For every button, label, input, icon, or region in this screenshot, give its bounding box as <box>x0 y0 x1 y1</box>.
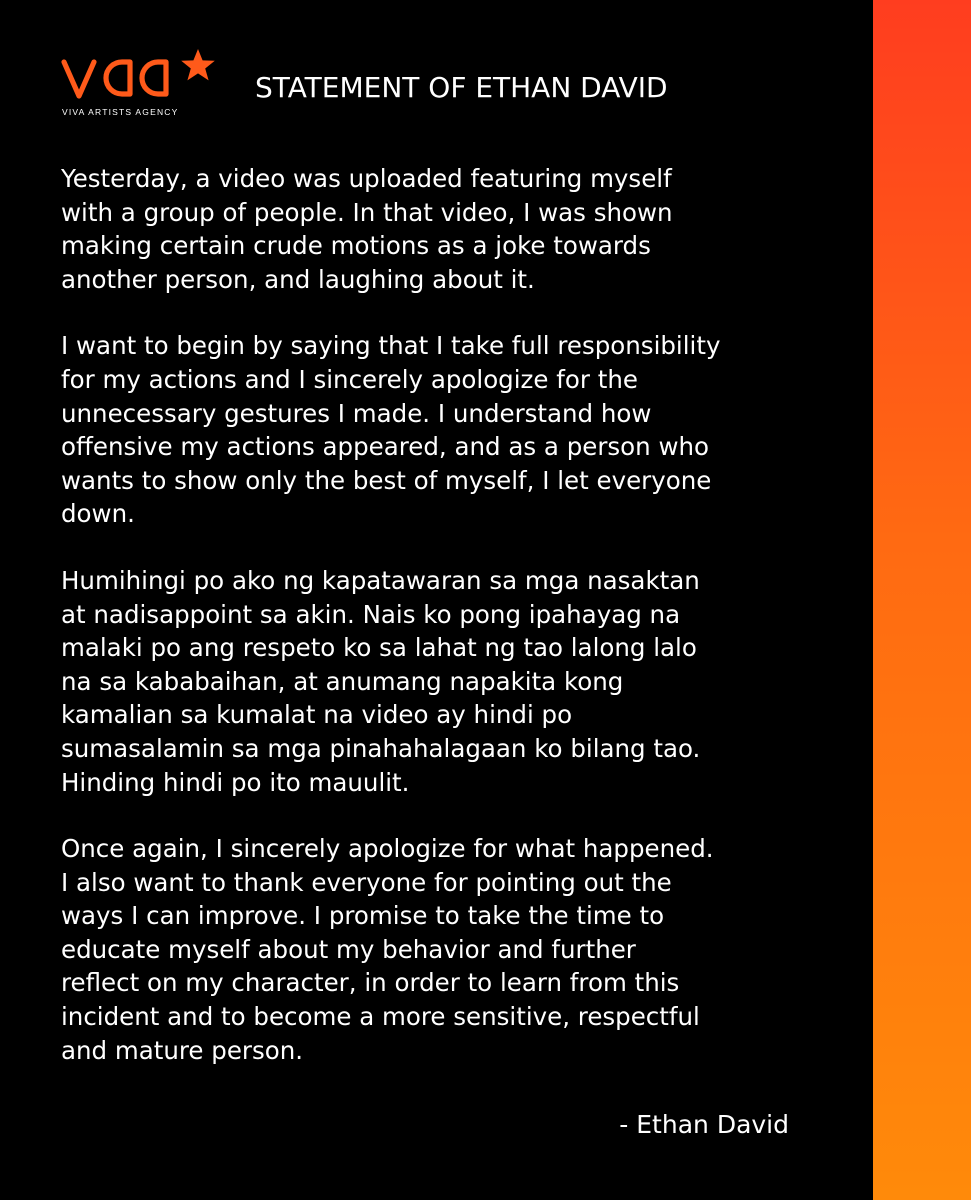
page-title: STATEMENT OF ETHAN DAVID <box>255 71 668 104</box>
statement-paragraph-2: I want to begin by saying that I take full responsibility for my actions and I sincerely apologize for the unnecessary gestures I made. I understand how offensive my actions appeared, and as a person who wants to show only the best of myself, I let everyone down. <box>61 331 721 529</box>
statement-body <box>61 162 851 1100</box>
header <box>60 48 840 120</box>
vaa-star-logo-icon <box>60 48 225 100</box>
logo-tagline: VIVA ARTISTS AGENCY <box>62 107 179 117</box>
statement-paragraph-4: Once again, I sincerely apologize for what happened. I also want to thank everyone for pointing out the ways I can improve. I promise to take the time to educate myself about my behavior and further reflect on my character, in order to learn from this incident and to become a more sensitive, respectful and mature person. <box>61 834 714 1065</box>
statement-paragraph-1: Yesterday, a video was uploaded featuring myself with a group of people. In that video, I was shown making certain crude motions as a joke towards another person, and laughing about it. <box>61 164 673 294</box>
agency-logo <box>60 48 225 120</box>
statement-paragraph-3: Humihingi po ako ng kapatawaran sa mga nasaktan at nadisappoint sa akin. Nais ko pong ipahayag na malaki po ang respeto ko sa lahat ng tao lalong lalo na sa kababaihan, at anumang napakita kong kamalian sa kumalat na video ay hindi po sumasalamin sa mga pinahahalagaan ko bilang tao. Hinding hindi po ito mauulit. <box>61 565 701 797</box>
orange-accent-strip <box>873 0 971 1200</box>
signature: - Ethan David <box>619 1110 789 1139</box>
